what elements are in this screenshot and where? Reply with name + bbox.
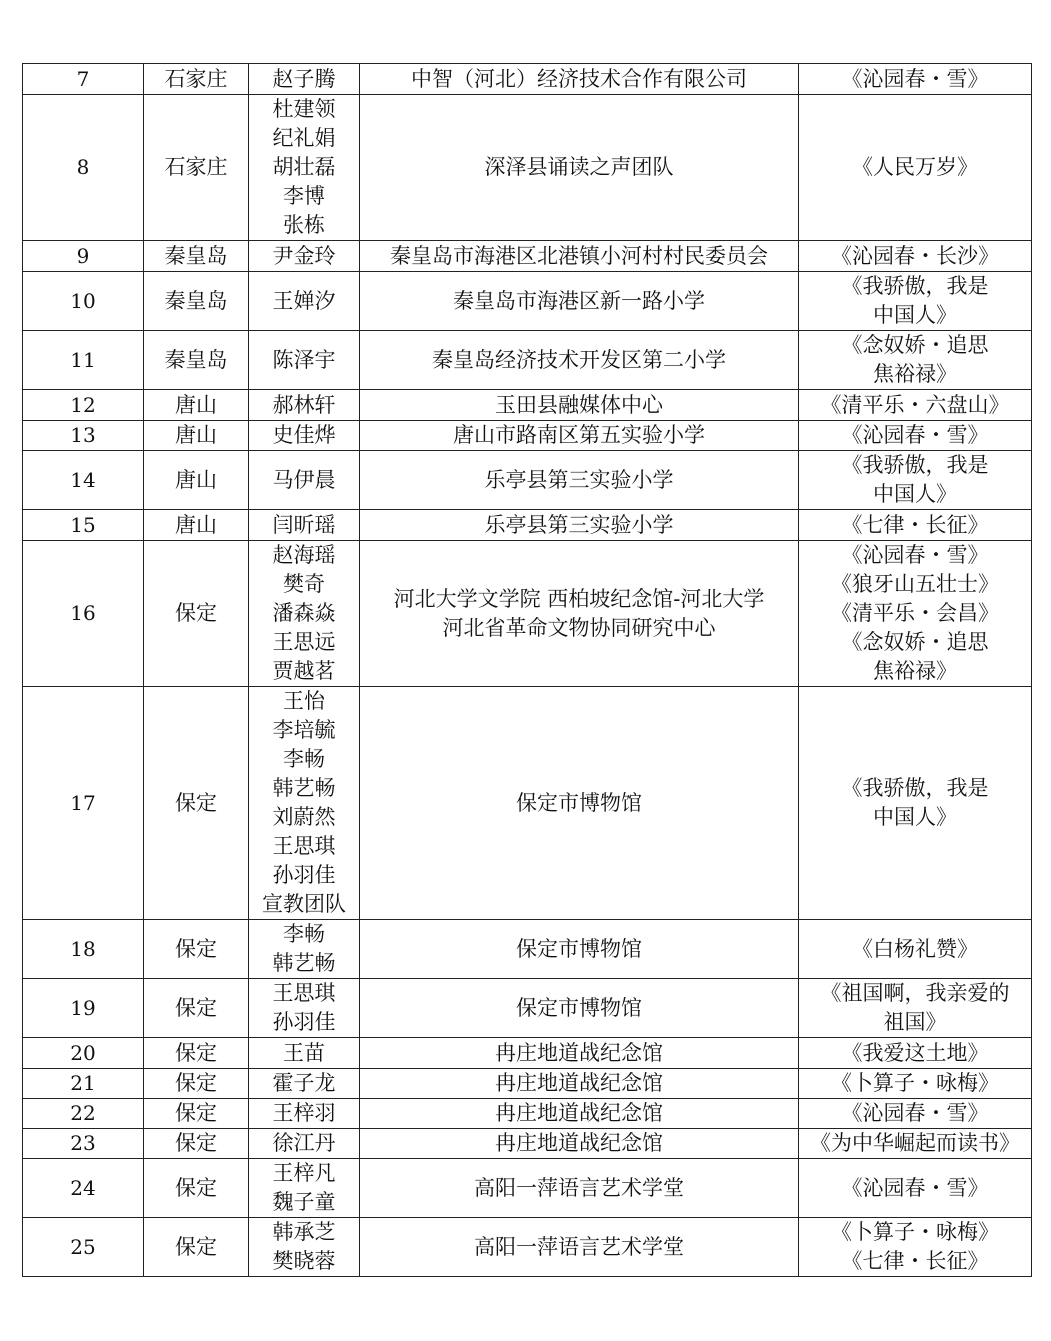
table-row bbox=[23, 1159, 1032, 1218]
participant-names-cell bbox=[249, 1099, 360, 1129]
organization-cell bbox=[360, 1218, 799, 1277]
participant-names-cell-line: 王怡 bbox=[283, 689, 325, 713]
participant-names-cell bbox=[249, 95, 360, 241]
recited-work-cell bbox=[799, 451, 1032, 510]
row-number-cell: 19 bbox=[23, 979, 144, 1038]
recited-work-cell-line: 《狼牙山五壮士》 bbox=[831, 572, 999, 596]
participant-names-cell-line: 赵子腾 bbox=[272, 66, 336, 91]
city-cell: 保定 bbox=[144, 1129, 249, 1159]
row-number-cell: 10 bbox=[23, 272, 144, 331]
recited-work-cell bbox=[799, 95, 1032, 241]
participant-names-cell bbox=[249, 1069, 360, 1099]
participant-names-cell-line: 张栋 bbox=[283, 213, 325, 237]
recited-work-cell-line: 《沁园春・雪》 bbox=[841, 1175, 989, 1200]
table-row bbox=[23, 64, 1032, 95]
participant-names-cell-line: 潘森焱 bbox=[272, 601, 336, 625]
recited-work-cell-line: 《七律・长征》 bbox=[841, 1249, 989, 1273]
city-cell: 保定 bbox=[144, 541, 249, 687]
row-number-cell: 12 bbox=[23, 390, 144, 421]
table-row bbox=[23, 1069, 1032, 1099]
recited-work-cell-line: 《沁园春・雪》 bbox=[841, 1101, 989, 1125]
recited-work-cell-line: 《念奴娇・追思 bbox=[841, 333, 989, 357]
row-number-cell: 14 bbox=[23, 451, 144, 510]
organization-cell bbox=[360, 541, 799, 687]
participant-names-cell-line: 胡壮磊 bbox=[272, 155, 336, 179]
organization-cell bbox=[360, 920, 799, 979]
roster-table-container bbox=[22, 63, 1032, 1277]
recited-work-cell-line: 《我爱这土地》 bbox=[841, 1040, 989, 1065]
city-cell: 石家庄 bbox=[144, 64, 249, 95]
recited-work-cell bbox=[799, 241, 1032, 272]
participant-names-cell-line: 王婵汐 bbox=[272, 288, 336, 313]
organization-cell bbox=[360, 1099, 799, 1129]
row-number-cell: 7 bbox=[23, 64, 144, 95]
recited-work-cell-line: 《沁园春・长沙》 bbox=[831, 243, 999, 268]
table-row bbox=[23, 95, 1032, 241]
organization-cell bbox=[360, 979, 799, 1038]
table-row bbox=[23, 331, 1032, 390]
organization-cell bbox=[360, 64, 799, 95]
city-cell: 保定 bbox=[144, 1159, 249, 1218]
table-row bbox=[23, 1038, 1032, 1069]
organization-cell-line: 唐山市路南区第五实验小学 bbox=[453, 423, 705, 447]
recited-work-cell bbox=[799, 390, 1032, 421]
participant-names-cell bbox=[249, 64, 360, 95]
participant-names-cell-line: 赵海瑶 bbox=[272, 543, 336, 567]
organization-cell bbox=[360, 1069, 799, 1099]
recited-work-cell bbox=[799, 1218, 1032, 1277]
row-number-cell: 24 bbox=[23, 1159, 144, 1218]
recited-work-cell bbox=[799, 272, 1032, 331]
row-number-cell: 16 bbox=[23, 541, 144, 687]
row-number-cell: 23 bbox=[23, 1129, 144, 1159]
recited-work-cell bbox=[799, 421, 1032, 451]
organization-cell-line: 保定市博物馆 bbox=[516, 995, 642, 1020]
recited-work-cell-line: 中国人》 bbox=[873, 303, 957, 327]
participant-names-cell-line: 李博 bbox=[283, 184, 325, 208]
organization-cell bbox=[360, 272, 799, 331]
city-cell: 石家庄 bbox=[144, 95, 249, 241]
recited-work-cell bbox=[799, 331, 1032, 390]
recited-work-cell-line: 《卜算子・咏梅》 bbox=[831, 1220, 999, 1244]
recited-work-cell bbox=[799, 64, 1032, 95]
participant-names-cell bbox=[249, 390, 360, 421]
recited-work-cell-line: 焦裕禄》 bbox=[873, 362, 957, 386]
recited-work-cell bbox=[799, 1069, 1032, 1099]
recited-work-cell-line: 《清平乐・会昌》 bbox=[831, 601, 999, 625]
participant-names-cell-line: 韩艺畅 bbox=[272, 776, 336, 800]
recited-work-cell-line: 《沁园春・雪》 bbox=[841, 543, 989, 567]
organization-cell-line: 玉田县融媒体中心 bbox=[495, 392, 663, 417]
city-cell: 保定 bbox=[144, 1218, 249, 1277]
participant-names-cell-line: 尹金玲 bbox=[272, 243, 336, 268]
city-cell: 唐山 bbox=[144, 510, 249, 541]
participant-names-cell bbox=[249, 687, 360, 920]
participant-names-cell bbox=[249, 979, 360, 1038]
participant-names-cell bbox=[249, 1038, 360, 1069]
table-row bbox=[23, 390, 1032, 421]
row-number-cell: 18 bbox=[23, 920, 144, 979]
participant-names-cell-line: 郝林轩 bbox=[272, 392, 336, 417]
recited-work-cell-line: 《清平乐・六盘山》 bbox=[820, 392, 1010, 417]
participant-names-cell-line: 陈泽宇 bbox=[272, 347, 336, 372]
row-number-cell: 9 bbox=[23, 241, 144, 272]
participant-names-cell-line: 王思琪 bbox=[272, 981, 336, 1005]
table-row bbox=[23, 241, 1032, 272]
row-number-cell: 20 bbox=[23, 1038, 144, 1069]
recited-work-cell bbox=[799, 1159, 1032, 1218]
recited-work-cell-line: 《沁园春・雪》 bbox=[841, 423, 989, 447]
row-number-cell: 8 bbox=[23, 95, 144, 241]
organization-cell bbox=[360, 1129, 799, 1159]
organization-cell bbox=[360, 421, 799, 451]
participant-names-cell bbox=[249, 920, 360, 979]
recited-work-cell-line: 《白杨礼赞》 bbox=[852, 936, 978, 961]
organization-cell bbox=[360, 1038, 799, 1069]
row-number-cell: 17 bbox=[23, 687, 144, 920]
recited-work-cell-line: 《我骄傲，我是 bbox=[841, 776, 989, 800]
organization-cell-line: 秦皇岛市海港区北港镇小河村村民委员会 bbox=[390, 243, 768, 268]
table-row bbox=[23, 920, 1032, 979]
organization-cell bbox=[360, 510, 799, 541]
participant-names-cell-line: 徐江丹 bbox=[272, 1131, 336, 1155]
table-row bbox=[23, 272, 1032, 331]
participant-names-cell-line: 樊奇 bbox=[283, 572, 325, 596]
table-row bbox=[23, 421, 1032, 451]
row-number-cell: 21 bbox=[23, 1069, 144, 1099]
city-cell: 唐山 bbox=[144, 451, 249, 510]
organization-cell-line: 深泽县诵读之声团队 bbox=[484, 155, 674, 179]
recited-work-cell-line: 中国人》 bbox=[873, 482, 957, 506]
city-cell: 保定 bbox=[144, 1069, 249, 1099]
city-cell: 唐山 bbox=[144, 390, 249, 421]
table-row bbox=[23, 1218, 1032, 1277]
recited-work-cell bbox=[799, 1038, 1032, 1069]
organization-cell-line: 乐亭县第三实验小学 bbox=[484, 467, 674, 492]
participant-names-cell-line: 史佳烨 bbox=[272, 423, 336, 447]
organization-cell bbox=[360, 241, 799, 272]
participant-names-cell-line: 贾越茗 bbox=[272, 659, 336, 683]
organization-cell-line: 河北省革命文物协同研究中心 bbox=[442, 615, 716, 640]
row-number-cell: 13 bbox=[23, 421, 144, 451]
row-number-cell: 11 bbox=[23, 331, 144, 390]
participant-names-cell-line: 王梓凡 bbox=[272, 1161, 336, 1185]
participant-names-cell bbox=[249, 451, 360, 510]
recited-work-cell bbox=[799, 510, 1032, 541]
participant-names-cell-line: 马伊晨 bbox=[272, 467, 336, 492]
participant-names-cell-line: 王苗 bbox=[283, 1040, 325, 1065]
participant-names-cell bbox=[249, 541, 360, 687]
city-cell: 保定 bbox=[144, 979, 249, 1038]
recited-work-cell-line: 《为中华崛起而读书》 bbox=[810, 1131, 1020, 1155]
table-row bbox=[23, 979, 1032, 1038]
table-row bbox=[23, 541, 1032, 687]
city-cell: 保定 bbox=[144, 1038, 249, 1069]
organization-cell-line: 高阳一萍语言艺术学堂 bbox=[474, 1234, 684, 1259]
participant-names-cell bbox=[249, 272, 360, 331]
participant-names-cell-line: 孙羽佳 bbox=[272, 863, 336, 887]
city-cell: 保定 bbox=[144, 920, 249, 979]
organization-cell bbox=[360, 331, 799, 390]
table-row bbox=[23, 510, 1032, 541]
recited-work-cell bbox=[799, 920, 1032, 979]
participant-names-cell-line: 孙羽佳 bbox=[272, 1010, 336, 1034]
organization-cell-line: 冉庄地道战纪念馆 bbox=[495, 1040, 663, 1065]
participant-names-cell bbox=[249, 1129, 360, 1159]
participant-names-cell-line: 王梓羽 bbox=[272, 1101, 336, 1125]
participant-names-cell-line: 宣教团队 bbox=[262, 892, 346, 916]
recited-work-cell-line: 《念奴娇・追思 bbox=[841, 630, 989, 654]
participant-names-cell bbox=[249, 241, 360, 272]
participant-names-cell-line: 王思琪 bbox=[272, 834, 336, 858]
organization-cell bbox=[360, 390, 799, 421]
table-row bbox=[23, 1129, 1032, 1159]
organization-cell-line: 秦皇岛经济技术开发区第二小学 bbox=[432, 347, 726, 372]
participant-names-cell-line: 王思远 bbox=[272, 630, 336, 654]
participant-names-cell-line: 纪礼娟 bbox=[272, 126, 336, 150]
recited-work-cell-line: 《七律・长征》 bbox=[841, 512, 989, 537]
participant-names-cell-line: 樊晓蓉 bbox=[272, 1249, 336, 1273]
table-row bbox=[23, 451, 1032, 510]
city-cell: 秦皇岛 bbox=[144, 331, 249, 390]
participant-names-cell-line: 魏子童 bbox=[272, 1190, 336, 1214]
organization-cell-line: 中智（河北）经济技术合作有限公司 bbox=[411, 66, 747, 91]
participant-names-cell-line: 杜建领 bbox=[272, 97, 336, 121]
participant-names-cell-line: 李畅 bbox=[283, 922, 325, 946]
row-number-cell: 22 bbox=[23, 1099, 144, 1129]
organization-cell-line: 保定市博物馆 bbox=[516, 790, 642, 815]
participant-names-cell bbox=[249, 1159, 360, 1218]
roster-table-body bbox=[23, 64, 1032, 1277]
row-number-cell: 15 bbox=[23, 510, 144, 541]
organization-cell bbox=[360, 687, 799, 920]
table-row bbox=[23, 687, 1032, 920]
participant-names-cell bbox=[249, 421, 360, 451]
recited-work-cell-line: 中国人》 bbox=[873, 805, 957, 829]
city-cell: 秦皇岛 bbox=[144, 241, 249, 272]
participant-names-cell-line: 李畅 bbox=[283, 747, 325, 771]
recited-work-cell-line: 《沁园春・雪》 bbox=[841, 66, 989, 91]
participant-names-cell-line: 李培毓 bbox=[272, 718, 336, 742]
recited-work-cell bbox=[799, 687, 1032, 920]
organization-cell-line: 乐亭县第三实验小学 bbox=[484, 512, 674, 537]
row-number-cell: 25 bbox=[23, 1218, 144, 1277]
recited-work-cell-line: 《祖国啊，我亲爱的 bbox=[820, 981, 1010, 1005]
city-cell: 保定 bbox=[144, 1099, 249, 1129]
organization-cell bbox=[360, 95, 799, 241]
organization-cell-line: 河北大学文学院 西柏坡纪念馆-河北大学 bbox=[393, 586, 765, 611]
recited-work-cell bbox=[799, 541, 1032, 687]
city-cell: 唐山 bbox=[144, 421, 249, 451]
recited-work-cell-line: 《人民万岁》 bbox=[852, 155, 978, 179]
city-cell: 保定 bbox=[144, 687, 249, 920]
participant-names-cell bbox=[249, 1218, 360, 1277]
recited-work-cell-line: 《我骄傲，我是 bbox=[841, 274, 989, 298]
participant-names-cell-line: 韩艺畅 bbox=[272, 951, 336, 975]
participant-names-cell bbox=[249, 331, 360, 390]
recited-work-cell bbox=[799, 979, 1032, 1038]
table-row bbox=[23, 1099, 1032, 1129]
city-cell: 秦皇岛 bbox=[144, 272, 249, 331]
organization-cell bbox=[360, 451, 799, 510]
recited-work-cell-line: 祖国》 bbox=[883, 1010, 947, 1034]
participant-names-cell bbox=[249, 510, 360, 541]
participant-names-cell-line: 闫昕瑶 bbox=[272, 512, 336, 537]
recited-work-cell bbox=[799, 1099, 1032, 1129]
participant-names-cell-line: 刘蔚然 bbox=[272, 805, 336, 829]
recited-work-cell-line: 焦裕禄》 bbox=[873, 659, 957, 683]
recited-work-cell bbox=[799, 1129, 1032, 1159]
recited-work-cell-line: 《卜算子・咏梅》 bbox=[831, 1071, 999, 1095]
organization-cell-line: 高阳一萍语言艺术学堂 bbox=[474, 1175, 684, 1200]
roster-table bbox=[22, 63, 1032, 1277]
organization-cell-line: 秦皇岛市海港区新一路小学 bbox=[453, 288, 705, 313]
participant-names-cell-line: 霍子龙 bbox=[272, 1071, 336, 1095]
organization-cell-line: 冉庄地道战纪念馆 bbox=[495, 1101, 663, 1125]
organization-cell bbox=[360, 1159, 799, 1218]
organization-cell-line: 冉庄地道战纪念馆 bbox=[495, 1131, 663, 1155]
recited-work-cell-line: 《我骄傲，我是 bbox=[841, 453, 989, 477]
participant-names-cell-line: 韩承芝 bbox=[272, 1220, 336, 1244]
organization-cell-line: 保定市博物馆 bbox=[516, 936, 642, 961]
organization-cell-line: 冉庄地道战纪念馆 bbox=[495, 1071, 663, 1095]
